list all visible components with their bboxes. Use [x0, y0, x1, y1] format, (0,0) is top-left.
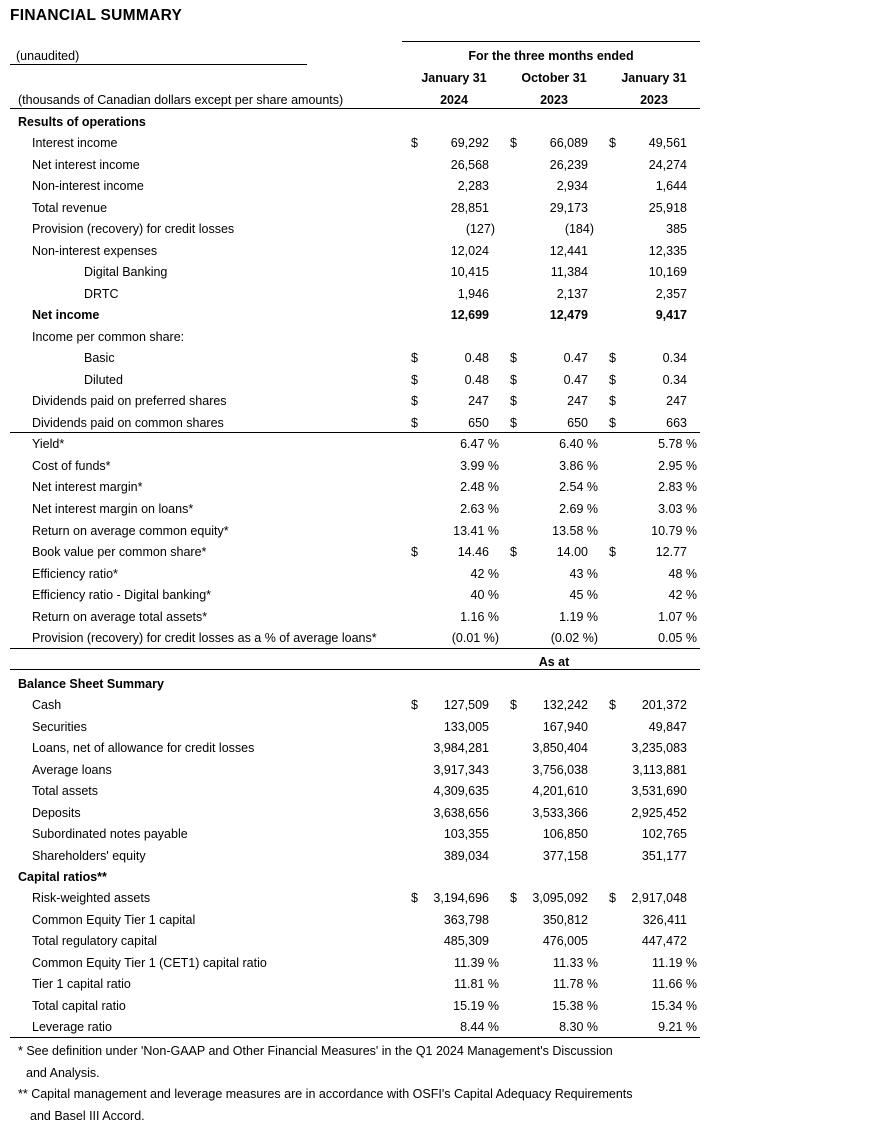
dollar-sign: $	[510, 373, 517, 387]
cell-value: 0.05 %	[658, 631, 697, 645]
row-label: Dividends paid on preferred shares	[32, 394, 227, 408]
rule-table-bottom	[10, 1037, 700, 1038]
row-label: Basic	[84, 351, 115, 365]
row-label: Provision (recovery) for credit losses as a % of average loans*	[32, 631, 377, 645]
cell-value: 49,561	[648, 136, 687, 150]
dollar-sign: $	[609, 698, 616, 712]
dollar-sign: $	[609, 373, 616, 387]
rule-header-bottom	[10, 108, 700, 109]
row-label: Return on average total assets*	[32, 610, 208, 624]
cell-value: 1.16 %	[460, 610, 499, 624]
unaudited-label: (unaudited)	[16, 49, 80, 63]
row-label: Leverage ratio	[32, 1020, 112, 1034]
row-label: Net interest margin*	[32, 480, 143, 494]
row-label: Income per common share:	[32, 330, 185, 344]
row-label: Tier 1 capital ratio	[32, 977, 131, 991]
cell-value: 14.46	[457, 545, 489, 559]
row-label: Subordinated notes payable	[32, 827, 188, 841]
cell-value: 103,355	[443, 827, 489, 841]
row-label: Interest income	[32, 136, 118, 150]
section-balance: Balance Sheet Summary	[18, 677, 164, 691]
row-label: Non-interest income	[32, 179, 144, 193]
cell-value: 10,169	[648, 265, 687, 279]
col1-month: January 31	[421, 71, 487, 85]
cell-value: 2.95 %	[658, 459, 697, 473]
cell-value: (0.01 %)	[451, 631, 499, 645]
cell-value: 2,283	[457, 179, 489, 193]
dollar-sign: $	[609, 394, 616, 408]
cell-value: 3,113,881	[632, 763, 687, 777]
cell-value: 8.30 %	[559, 1020, 598, 1034]
rule-as-at-bottom	[10, 669, 700, 670]
cell-value: 476,005	[542, 934, 588, 948]
cell-value: 12,441	[549, 244, 588, 258]
cell-value: 48 %	[668, 567, 697, 581]
cell-value: 363,798	[443, 913, 489, 927]
cell-value: 2.69 %	[559, 502, 598, 516]
cell-value: 247	[468, 394, 489, 408]
dollar-sign: $	[510, 351, 517, 365]
cell-value: 2,925,452	[631, 806, 687, 820]
cell-value: 40 %	[470, 588, 499, 602]
dollar-sign: $	[609, 136, 616, 150]
row-label: Efficiency ratio - Digital banking*	[32, 588, 212, 602]
dollar-sign: $	[510, 416, 517, 430]
cell-value: 13.41 %	[453, 524, 499, 538]
cell-value: 2.54 %	[559, 480, 598, 494]
cell-value: 326,411	[642, 913, 687, 927]
cell-value: 9.21 %	[658, 1020, 697, 1034]
cell-value: 377,158	[542, 849, 588, 863]
cell-value: 15.19 %	[453, 999, 499, 1013]
section-capital: Capital ratios**	[18, 870, 107, 884]
row-label: Yield*	[32, 437, 65, 451]
row-label: Common Equity Tier 1 (CET1) capital ratio	[32, 956, 267, 970]
cell-value: 3,533,366	[532, 806, 588, 820]
cell-value: 0.34	[662, 373, 687, 387]
cell-value: 350,812	[542, 913, 588, 927]
cell-value: 12,699	[450, 308, 489, 322]
cell-value: 26,239	[549, 158, 588, 172]
cell-value: 447,472	[641, 934, 687, 948]
dollar-sign: $	[510, 891, 517, 905]
cell-value: 4,309,635	[433, 784, 489, 798]
row-label: Risk-weighted assets	[32, 891, 151, 905]
row-label: Net income	[32, 308, 100, 322]
cell-value: 13.58 %	[552, 524, 598, 538]
cell-value: 385	[666, 222, 687, 236]
row-label: Total revenue	[32, 201, 108, 215]
cell-value: 25,918	[648, 201, 687, 215]
period-header: For the three months ended	[468, 49, 634, 63]
footnote-2-cont: and Basel III Accord.	[30, 1109, 145, 1123]
row-label: Net interest margin on loans*	[32, 502, 194, 516]
cell-value: 3,531,690	[631, 784, 687, 798]
cell-value: (184)	[564, 222, 594, 236]
cell-value: 10,415	[450, 265, 489, 279]
cell-value: 12.77	[655, 545, 687, 559]
row-label: Efficiency ratio*	[32, 567, 118, 581]
cell-value: 351,177	[641, 849, 687, 863]
cell-value: 66,089	[549, 136, 588, 150]
row-label: Book value per common share*	[32, 545, 207, 559]
dollar-sign: $	[411, 545, 418, 559]
row-label: Total capital ratio	[32, 999, 126, 1013]
dollar-sign: $	[609, 891, 616, 905]
cell-value: 2.63 %	[460, 502, 499, 516]
cell-value: 43 %	[569, 567, 598, 581]
row-label: Deposits	[32, 806, 81, 820]
cell-value: 12,335	[648, 244, 687, 258]
cell-value: 2.48 %	[460, 480, 499, 494]
cell-value: 3,917,343	[433, 763, 489, 777]
cell-value: 6.40 %	[559, 437, 598, 451]
cell-value: 650	[567, 416, 588, 430]
row-label: Total regulatory capital	[32, 934, 158, 948]
cell-value: 0.48	[464, 373, 489, 387]
dollar-sign: $	[510, 136, 517, 150]
cell-value: 11,384	[550, 265, 588, 279]
col3-month: January 31	[621, 71, 687, 85]
row-label: Dividends paid on common shares	[32, 416, 224, 430]
col3-year: 2023	[640, 93, 668, 107]
cell-value: 247	[567, 394, 588, 408]
row-label: Non-interest expenses	[32, 244, 158, 258]
cell-value: 3,235,083	[631, 741, 687, 755]
cell-value: 24,274	[648, 158, 687, 172]
cell-value: 1.07 %	[658, 610, 697, 624]
cell-value: 3,638,656	[433, 806, 489, 820]
cell-value: 0.34	[662, 351, 687, 365]
cell-value: 4,201,610	[532, 784, 588, 798]
row-label: Securities	[32, 720, 87, 734]
row-label: Common Equity Tier 1 capital	[32, 913, 196, 927]
cell-value: 650	[468, 416, 489, 430]
cell-value: 11.33 %	[553, 956, 598, 970]
cell-value: 5.78 %	[658, 437, 697, 451]
cell-value: 2,357	[655, 287, 687, 301]
col2-year: 2023	[540, 93, 568, 107]
row-label: Cost of funds*	[32, 459, 111, 473]
cell-value: 2,934	[556, 179, 588, 193]
rule-period-top	[402, 41, 700, 42]
cell-value: 42 %	[668, 588, 697, 602]
dollar-sign: $	[411, 891, 418, 905]
cell-value: 106,850	[542, 827, 588, 841]
cell-value: 3.99 %	[460, 459, 499, 473]
row-label: Digital Banking	[84, 265, 168, 279]
cell-value: 3,850,404	[532, 741, 588, 755]
dollar-sign: $	[510, 545, 517, 559]
cell-value: 247	[666, 394, 687, 408]
cell-value: 2,137	[556, 287, 588, 301]
cell-value: 8.44 %	[460, 1020, 499, 1034]
dollar-sign: $	[411, 394, 418, 408]
cell-value: 1.19 %	[559, 610, 598, 624]
rule-ratios-bottom	[10, 648, 700, 649]
cell-value: 663	[666, 416, 687, 430]
dollar-sign: $	[411, 136, 418, 150]
dollar-sign: $	[411, 698, 418, 712]
cell-value: 201,372	[641, 698, 687, 712]
as-at-header: As at	[538, 655, 570, 669]
cell-value: 11.39 %	[454, 956, 499, 970]
cell-value: 10.79 %	[651, 524, 697, 538]
row-label: Shareholders' equity	[32, 849, 146, 863]
units-label: (thousands of Canadian dollars except per share amounts)	[18, 93, 344, 107]
row-label: Diluted	[84, 373, 123, 387]
cell-value: 14.00	[556, 545, 588, 559]
row-label: Return on average common equity*	[32, 524, 229, 538]
rule-unaudited	[10, 64, 307, 65]
cell-value: 1,946	[457, 287, 489, 301]
row-label: Cash	[32, 698, 62, 712]
cell-value: 15.38 %	[552, 999, 598, 1013]
cell-value: 12,479	[549, 308, 588, 322]
cell-value: (0.02 %)	[550, 631, 598, 645]
footnote-1-cont: and Analysis.	[26, 1066, 100, 1080]
dollar-sign: $	[609, 351, 616, 365]
cell-value: (127)	[465, 222, 495, 236]
cell-value: 2.83 %	[658, 480, 697, 494]
cell-value: 11.19 %	[652, 956, 697, 970]
dollar-sign: $	[609, 545, 616, 559]
section-results: Results of operations	[18, 115, 146, 129]
cell-value: 0.47	[563, 351, 588, 365]
dollar-sign: $	[510, 394, 517, 408]
cell-value: 132,242	[542, 698, 588, 712]
cell-value: 1,644	[655, 179, 687, 193]
cell-value: 485,309	[443, 934, 489, 948]
cell-value: 389,034	[443, 849, 489, 863]
footnote-2: ** Capital management and leverage measures are in accordance with OSFI's Capital Adequacy Requirements	[18, 1087, 633, 1101]
row-label: Net interest income	[32, 158, 140, 172]
cell-value: 0.48	[464, 351, 489, 365]
cell-value: 28,851	[450, 201, 489, 215]
cell-value: 15.34 %	[651, 999, 697, 1013]
dollar-sign: $	[609, 416, 616, 430]
dollar-sign: $	[411, 373, 418, 387]
dollar-sign: $	[510, 698, 517, 712]
cell-value: 102,765	[641, 827, 687, 841]
footnote-1: * See definition under 'Non-GAAP and Other Financial Measures' in the Q1 2024 Management's Discussion	[18, 1044, 613, 1058]
cell-value: 26,568	[450, 158, 489, 172]
col2-month: October 31	[521, 71, 587, 85]
cell-value: 3,984,281	[433, 741, 489, 755]
row-label: Provision (recovery) for credit losses	[32, 222, 235, 236]
row-label: Loans, net of allowance for credit losses	[32, 741, 255, 755]
row-label: DRTC	[84, 287, 119, 301]
cell-value: 12,024	[450, 244, 489, 258]
cell-value: 9,417	[655, 308, 687, 322]
dollar-sign: $	[411, 351, 418, 365]
cell-value: 11.81 %	[454, 977, 499, 991]
cell-value: 11.66 %	[652, 977, 697, 991]
cell-value: 167,940	[542, 720, 588, 734]
cell-value: 0.47	[563, 373, 588, 387]
cell-value: 29,173	[549, 201, 588, 215]
cell-value: 11.78 %	[553, 977, 598, 991]
rule-ratios-top	[10, 432, 700, 433]
cell-value: 45 %	[569, 588, 598, 602]
cell-value: 3.03 %	[658, 502, 697, 516]
row-label: Total assets	[32, 784, 99, 798]
cell-value: 69,292	[450, 136, 489, 150]
cell-value: 133,005	[443, 720, 489, 734]
dollar-sign: $	[411, 416, 418, 430]
row-label: Average loans	[32, 763, 112, 777]
cell-value: 3,194,696	[433, 891, 489, 905]
cell-value: 3,756,038	[532, 763, 588, 777]
page-title: FINANCIAL SUMMARY	[10, 7, 183, 24]
col1-year: 2024	[440, 93, 468, 107]
cell-value: 49,847	[648, 720, 687, 734]
cell-value: 127,509	[443, 698, 489, 712]
cell-value: 3.86 %	[559, 459, 598, 473]
cell-value: 2,917,048	[631, 891, 687, 905]
cell-value: 42 %	[470, 567, 499, 581]
cell-value: 6.47 %	[460, 437, 499, 451]
cell-value: 3,095,092	[532, 891, 588, 905]
